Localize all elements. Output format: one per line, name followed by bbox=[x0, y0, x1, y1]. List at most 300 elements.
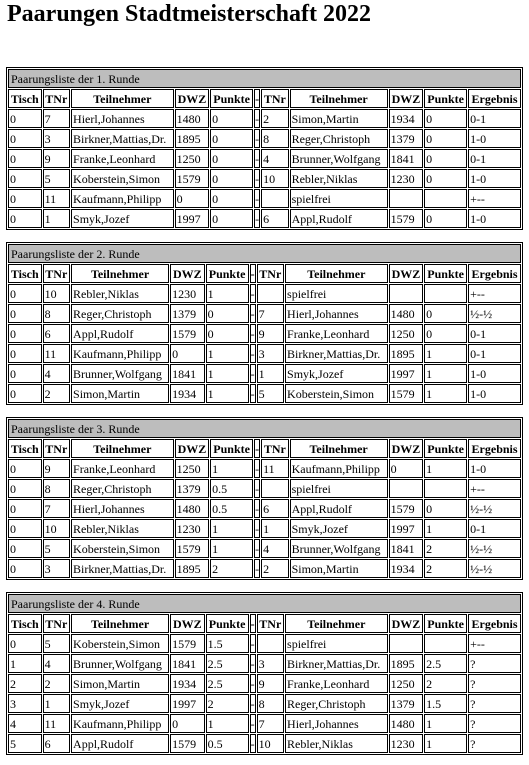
table-row bbox=[8, 129, 521, 148]
header-tisch: Tisch bbox=[8, 614, 42, 633]
table-row bbox=[8, 384, 521, 403]
header-tnr-black: TNr bbox=[257, 614, 284, 633]
cell-separator: - bbox=[250, 714, 256, 733]
cell-dwz-black: 0 bbox=[389, 459, 424, 478]
cell-dwz-black: 1579 bbox=[389, 209, 424, 228]
header-tnr-black: TNr bbox=[261, 439, 288, 458]
table-row bbox=[8, 284, 521, 303]
cell-dwz-white: 0 bbox=[170, 714, 205, 733]
cell-tisch: 0 bbox=[8, 634, 42, 653]
cell-player-white: Appl,Rudolf bbox=[71, 734, 169, 753]
header-tnr-white: TNr bbox=[43, 264, 70, 283]
cell-player-white: Kaufmann,Philipp bbox=[71, 189, 174, 208]
cell-tnr-black: 7 bbox=[257, 304, 284, 323]
cell-tnr-black bbox=[257, 634, 284, 653]
header-tnr-white: TNr bbox=[43, 89, 70, 108]
cell-tnr-black: 5 bbox=[257, 384, 284, 403]
caption-row bbox=[8, 69, 521, 88]
cell-player-white: Smyk,Jozef bbox=[71, 209, 174, 228]
cell-tisch: 0 bbox=[8, 304, 42, 323]
cell-player-white: Appl,Rudolf bbox=[71, 324, 169, 343]
cell-player-black: Brunner,Wolfgang bbox=[290, 539, 388, 558]
header-result: Ergebnis bbox=[468, 264, 521, 283]
cell-dwz-black bbox=[389, 634, 424, 653]
header-dwz-white: DWZ bbox=[175, 89, 210, 108]
cell-dwz-black: 1997 bbox=[389, 364, 424, 383]
cell-player-white: Brunner,Wolfgang bbox=[71, 364, 169, 383]
cell-dwz-white: 1841 bbox=[170, 364, 205, 383]
header-result: Ergebnis bbox=[468, 89, 521, 108]
cell-player-white: Simon,Martin bbox=[71, 384, 169, 403]
cell-dwz-black bbox=[389, 284, 424, 303]
cell-tnr-white: 9 bbox=[43, 149, 70, 168]
cell-points-black: 1 bbox=[424, 459, 467, 478]
cell-dwz-white: 1934 bbox=[170, 384, 205, 403]
cell-tnr-white: 3 bbox=[43, 129, 70, 148]
cell-dwz-white: 1230 bbox=[175, 519, 210, 538]
header-player-white: Teilnehmer bbox=[71, 614, 169, 633]
cell-dwz-white: 1579 bbox=[170, 734, 205, 753]
cell-points-white: 0 bbox=[210, 189, 253, 208]
cell-tnr-black: 4 bbox=[261, 539, 288, 558]
cell-tisch: 0 bbox=[8, 149, 42, 168]
round-4-section bbox=[6, 592, 523, 755]
cell-player-black: Franke,Leonhard bbox=[285, 324, 388, 343]
cell-player-white: Franke,Leonhard bbox=[71, 459, 174, 478]
cell-player-black: spielfrei bbox=[285, 634, 388, 653]
cell-points-black: 0 bbox=[424, 109, 467, 128]
cell-points-white: 1 bbox=[210, 519, 253, 538]
cell-player-black: spielfrei bbox=[290, 189, 388, 208]
cell-player-black: Hierl,Johannes bbox=[285, 304, 388, 323]
cell-dwz-black: 1379 bbox=[389, 694, 424, 713]
header-player-white: Teilnehmer bbox=[71, 439, 174, 458]
cell-separator: - bbox=[250, 284, 256, 303]
cell-dwz-black: 1480 bbox=[389, 304, 424, 323]
round-caption: Paarungsliste der 1. Runde bbox=[8, 69, 521, 88]
cell-dwz-white: 1579 bbox=[175, 539, 210, 558]
cell-result: 0-1 bbox=[468, 149, 521, 168]
table-row bbox=[8, 324, 521, 343]
header-dwz-black: DWZ bbox=[389, 614, 424, 633]
cell-separator: - bbox=[254, 519, 260, 538]
cell-player-black: Birkner,Mattias,Dr. bbox=[285, 344, 388, 363]
table-row bbox=[8, 479, 521, 498]
header-tnr-white: TNr bbox=[43, 439, 70, 458]
cell-player-white: Smyk,Jozef bbox=[71, 694, 169, 713]
cell-dwz-white: 1250 bbox=[175, 149, 210, 168]
header-dwz-black: DWZ bbox=[389, 89, 424, 108]
header-player-white: Teilnehmer bbox=[71, 89, 174, 108]
cell-points-black: 2 bbox=[424, 539, 467, 558]
table-row bbox=[8, 364, 521, 383]
cell-points-white: 0 bbox=[210, 209, 253, 228]
header-row bbox=[8, 614, 521, 633]
cell-points-white: 2 bbox=[210, 559, 253, 578]
header-player-black: Teilnehmer bbox=[290, 89, 388, 108]
cell-points-white: 0 bbox=[206, 304, 249, 323]
table-row bbox=[8, 169, 521, 188]
cell-points-white: 2.5 bbox=[206, 654, 249, 673]
cell-tnr-black: 3 bbox=[257, 344, 284, 363]
cell-points-black: 2 bbox=[424, 559, 467, 578]
cell-player-white: Reger,Christoph bbox=[71, 479, 174, 498]
cell-points-white: 1 bbox=[206, 384, 249, 403]
cell-points-black bbox=[424, 189, 467, 208]
round-2-section bbox=[6, 242, 523, 405]
header-tisch: Tisch bbox=[8, 89, 42, 108]
cell-tnr-white: 5 bbox=[43, 539, 70, 558]
cell-points-black: 0 bbox=[424, 499, 467, 518]
cell-dwz-black: 1934 bbox=[389, 559, 424, 578]
cell-player-white: Simon,Martin bbox=[71, 674, 169, 693]
cell-tisch: 0 bbox=[8, 384, 42, 403]
cell-separator: - bbox=[250, 734, 256, 753]
header-player-black: Teilnehmer bbox=[285, 264, 388, 283]
cell-separator: - bbox=[250, 654, 256, 673]
cell-dwz-black: 1895 bbox=[389, 344, 424, 363]
cell-tisch: 2 bbox=[8, 674, 42, 693]
cell-tisch: 0 bbox=[8, 284, 42, 303]
cell-result: ? bbox=[468, 674, 521, 693]
cell-result: ½-½ bbox=[468, 539, 521, 558]
cell-tnr-white: 11 bbox=[43, 189, 70, 208]
cell-result: +-- bbox=[468, 479, 521, 498]
cell-tnr-black: 9 bbox=[257, 324, 284, 343]
cell-points-white: 0 bbox=[210, 109, 253, 128]
cell-dwz-white: 1997 bbox=[170, 694, 205, 713]
cell-dwz-white: 1379 bbox=[175, 479, 210, 498]
cell-tnr-black bbox=[261, 479, 288, 498]
cell-player-white: Reger,Christoph bbox=[71, 304, 169, 323]
cell-dwz-white: 1934 bbox=[170, 674, 205, 693]
cell-player-white: Rebler,Niklas bbox=[71, 519, 174, 538]
cell-result: ½-½ bbox=[468, 304, 521, 323]
cell-tisch: 0 bbox=[8, 189, 42, 208]
table-row bbox=[8, 499, 521, 518]
cell-result: 1-0 bbox=[468, 384, 521, 403]
header-dwz-black: DWZ bbox=[389, 439, 424, 458]
cell-tnr-black: 7 bbox=[257, 714, 284, 733]
cell-points-black bbox=[424, 634, 467, 653]
cell-dwz-black: 1895 bbox=[389, 654, 424, 673]
cell-dwz-white: 1480 bbox=[175, 499, 210, 518]
round-caption: Paarungsliste der 3. Runde bbox=[8, 419, 521, 438]
cell-tnr-white: 8 bbox=[43, 479, 70, 498]
table-row bbox=[8, 634, 521, 653]
cell-dwz-white: 1250 bbox=[175, 459, 210, 478]
cell-player-black: Koberstein,Simon bbox=[285, 384, 388, 403]
cell-result: ? bbox=[468, 734, 521, 753]
table-row bbox=[8, 459, 521, 478]
cell-tnr-black: 8 bbox=[257, 694, 284, 713]
cell-result: +-- bbox=[468, 284, 521, 303]
header-dwz-black: DWZ bbox=[389, 264, 424, 283]
cell-result: +-- bbox=[468, 634, 521, 653]
cell-dwz-black bbox=[389, 479, 424, 498]
header-tisch: Tisch bbox=[8, 439, 42, 458]
cell-tnr-black: 2 bbox=[261, 559, 288, 578]
cell-tnr-black: 9 bbox=[257, 674, 284, 693]
cell-tisch: 0 bbox=[8, 479, 42, 498]
cell-separator: - bbox=[250, 324, 256, 343]
cell-dwz-black bbox=[389, 189, 424, 208]
cell-dwz-white: 1895 bbox=[175, 129, 210, 148]
cell-points-white: 1 bbox=[210, 539, 253, 558]
header-points-black: Punkte bbox=[424, 89, 467, 108]
cell-separator: - bbox=[250, 694, 256, 713]
cell-points-white: 1 bbox=[206, 364, 249, 383]
cell-points-white: 0.5 bbox=[210, 479, 253, 498]
cell-tnr-white: 2 bbox=[43, 384, 70, 403]
pairing-table bbox=[6, 417, 523, 580]
cell-separator: - bbox=[254, 459, 260, 478]
header-points-black: Punkte bbox=[424, 614, 467, 633]
table-row bbox=[8, 694, 521, 713]
header-player-black: Teilnehmer bbox=[285, 614, 388, 633]
cell-separator: - bbox=[254, 479, 260, 498]
cell-tisch: 0 bbox=[8, 364, 42, 383]
header-result: Ergebnis bbox=[468, 439, 521, 458]
cell-result: 1-0 bbox=[468, 209, 521, 228]
cell-points-black: 0 bbox=[424, 169, 467, 188]
cell-dwz-white: 1997 bbox=[175, 209, 210, 228]
cell-player-white: Koberstein,Simon bbox=[71, 539, 174, 558]
cell-points-black: 0 bbox=[424, 129, 467, 148]
cell-tisch: 0 bbox=[8, 539, 42, 558]
cell-player-black: Rebler,Niklas bbox=[285, 734, 388, 753]
cell-result: 1-0 bbox=[468, 459, 521, 478]
cell-result: 1-0 bbox=[468, 364, 521, 383]
cell-points-white: 2.5 bbox=[206, 674, 249, 693]
cell-player-black: Smyk,Jozef bbox=[285, 364, 388, 383]
cell-dwz-black: 1841 bbox=[389, 539, 424, 558]
cell-points-black: 2 bbox=[424, 674, 467, 693]
cell-points-black: 1 bbox=[424, 364, 467, 383]
cell-points-black: 1 bbox=[424, 714, 467, 733]
cell-player-black: Reger,Christoph bbox=[285, 694, 388, 713]
cell-points-white: 1 bbox=[206, 714, 249, 733]
cell-points-white: 0 bbox=[206, 324, 249, 343]
cell-player-white: Brunner,Wolfgang bbox=[71, 654, 169, 673]
cell-tnr-white: 11 bbox=[43, 714, 70, 733]
cell-dwz-black: 1250 bbox=[389, 674, 424, 693]
cell-tisch: 0 bbox=[8, 519, 42, 538]
header-points-white: Punkte bbox=[210, 439, 253, 458]
cell-dwz-black: 1230 bbox=[389, 734, 424, 753]
cell-tnr-white: 3 bbox=[43, 559, 70, 578]
cell-tnr-white: 6 bbox=[43, 324, 70, 343]
cell-tnr-white: 5 bbox=[43, 634, 70, 653]
round-3-section bbox=[6, 417, 523, 580]
cell-tisch: 0 bbox=[8, 324, 42, 343]
cell-dwz-black: 1379 bbox=[389, 129, 424, 148]
cell-separator: - bbox=[250, 304, 256, 323]
cell-points-black bbox=[424, 479, 467, 498]
cell-tnr-black: 1 bbox=[257, 364, 284, 383]
cell-separator: - bbox=[254, 109, 260, 128]
cell-tisch: 5 bbox=[8, 734, 42, 753]
cell-tisch: 4 bbox=[8, 714, 42, 733]
table-row bbox=[8, 149, 521, 168]
table-row bbox=[8, 714, 521, 733]
cell-tnr-white: 1 bbox=[43, 209, 70, 228]
cell-tisch: 0 bbox=[8, 129, 42, 148]
table-row bbox=[8, 109, 521, 128]
cell-dwz-black: 1934 bbox=[389, 109, 424, 128]
cell-tisch: 0 bbox=[8, 459, 42, 478]
cell-dwz-black: 1480 bbox=[389, 714, 424, 733]
header-player-black: Teilnehmer bbox=[290, 439, 388, 458]
cell-player-black: Hierl,Johannes bbox=[285, 714, 388, 733]
header-result: Ergebnis bbox=[468, 614, 521, 633]
cell-dwz-white: 1379 bbox=[170, 304, 205, 323]
cell-dwz-black: 1997 bbox=[389, 519, 424, 538]
cell-separator: - bbox=[254, 559, 260, 578]
cell-points-black: 1 bbox=[424, 519, 467, 538]
cell-dwz-white: 1579 bbox=[170, 324, 205, 343]
cell-separator: - bbox=[250, 384, 256, 403]
table-row bbox=[8, 304, 521, 323]
cell-tnr-white: 8 bbox=[43, 304, 70, 323]
cell-dwz-white: 1895 bbox=[175, 559, 210, 578]
cell-tnr-black: 6 bbox=[261, 209, 288, 228]
cell-dwz-black: 1841 bbox=[389, 149, 424, 168]
cell-points-black: 1 bbox=[424, 734, 467, 753]
cell-result: 1-0 bbox=[468, 129, 521, 148]
cell-tisch: 0 bbox=[8, 209, 42, 228]
cell-points-white: 1 bbox=[206, 344, 249, 363]
table-row bbox=[8, 539, 521, 558]
cell-separator: - bbox=[250, 634, 256, 653]
cell-points-black: 0 bbox=[424, 304, 467, 323]
cell-player-black: spielfrei bbox=[285, 284, 388, 303]
header-separator: - bbox=[250, 264, 256, 283]
cell-tnr-white: 9 bbox=[43, 459, 70, 478]
cell-player-white: Rebler,Niklas bbox=[71, 284, 169, 303]
cell-dwz-white: 0 bbox=[175, 189, 210, 208]
table-row bbox=[8, 654, 521, 673]
cell-player-black: Brunner,Wolfgang bbox=[290, 149, 388, 168]
cell-tnr-white: 5 bbox=[43, 169, 70, 188]
cell-result: +-- bbox=[468, 189, 521, 208]
header-tisch: Tisch bbox=[8, 264, 42, 283]
cell-result: 0-1 bbox=[468, 344, 521, 363]
cell-player-black: spielfrei bbox=[290, 479, 388, 498]
caption-row bbox=[8, 419, 521, 438]
cell-separator: - bbox=[250, 344, 256, 363]
cell-tnr-black: 11 bbox=[261, 459, 288, 478]
cell-player-black: Kaufmann,Philipp bbox=[290, 459, 388, 478]
header-separator: - bbox=[254, 89, 260, 108]
cell-tnr-white: 7 bbox=[43, 499, 70, 518]
caption-row bbox=[8, 594, 521, 613]
cell-player-black: Appl,Rudolf bbox=[290, 499, 388, 518]
header-points-black: Punkte bbox=[424, 264, 467, 283]
cell-separator: - bbox=[250, 674, 256, 693]
cell-player-black: Franke,Leonhard bbox=[285, 674, 388, 693]
cell-dwz-white: 1480 bbox=[175, 109, 210, 128]
cell-player-black: Smyk,Jozef bbox=[290, 519, 388, 538]
cell-points-white: 2 bbox=[206, 694, 249, 713]
cell-points-black: 0 bbox=[424, 324, 467, 343]
header-tnr-white: TNr bbox=[43, 614, 70, 633]
cell-tisch: 0 bbox=[8, 499, 42, 518]
cell-dwz-white: 0 bbox=[170, 344, 205, 363]
header-tnr-black: TNr bbox=[261, 89, 288, 108]
cell-points-black: 1 bbox=[424, 384, 467, 403]
cell-points-white: 0 bbox=[210, 149, 253, 168]
table-row bbox=[8, 559, 521, 578]
round-caption: Paarungsliste der 2. Runde bbox=[8, 244, 521, 263]
cell-tisch: 1 bbox=[8, 654, 42, 673]
pairing-table bbox=[6, 242, 523, 405]
table-row bbox=[8, 209, 521, 228]
cell-dwz-black: 1579 bbox=[389, 499, 424, 518]
cell-tnr-black: 10 bbox=[261, 169, 288, 188]
header-tnr-black: TNr bbox=[257, 264, 284, 283]
cell-tnr-black: 8 bbox=[261, 129, 288, 148]
cell-tisch: 0 bbox=[8, 559, 42, 578]
cell-result: 1-0 bbox=[468, 169, 521, 188]
cell-separator: - bbox=[250, 364, 256, 383]
cell-tnr-black: 3 bbox=[257, 654, 284, 673]
cell-separator: - bbox=[254, 149, 260, 168]
cell-tisch: 3 bbox=[8, 694, 42, 713]
cell-player-white: Koberstein,Simon bbox=[71, 634, 169, 653]
cell-player-white: Birkner,Mattias,Dr. bbox=[71, 129, 174, 148]
cell-tnr-black bbox=[261, 189, 288, 208]
cell-player-white: Kaufmann,Philipp bbox=[71, 714, 169, 733]
header-points-white: Punkte bbox=[206, 264, 249, 283]
cell-separator: - bbox=[254, 189, 260, 208]
cell-tnr-black: 2 bbox=[261, 109, 288, 128]
cell-tnr-white: 11 bbox=[43, 344, 70, 363]
pairing-table bbox=[6, 67, 523, 230]
header-dwz-white: DWZ bbox=[170, 614, 205, 633]
table-row bbox=[8, 674, 521, 693]
cell-points-black: 1.5 bbox=[424, 694, 467, 713]
cell-points-black: 2.5 bbox=[424, 654, 467, 673]
cell-points-black bbox=[424, 284, 467, 303]
cell-points-black: 0 bbox=[424, 149, 467, 168]
pairing-table bbox=[6, 592, 523, 755]
cell-player-white: Hierl,Johannes bbox=[71, 109, 174, 128]
cell-result: ? bbox=[468, 714, 521, 733]
cell-player-white: Hierl,Johannes bbox=[71, 499, 174, 518]
cell-separator: - bbox=[254, 499, 260, 518]
cell-points-white: 0.5 bbox=[206, 734, 249, 753]
cell-player-black: Simon,Martin bbox=[290, 559, 388, 578]
cell-player-white: Franke,Leonhard bbox=[71, 149, 174, 168]
cell-player-black: Reger,Christoph bbox=[290, 129, 388, 148]
header-dwz-white: DWZ bbox=[175, 439, 210, 458]
cell-result: ? bbox=[468, 694, 521, 713]
header-row bbox=[8, 264, 521, 283]
cell-tisch: 0 bbox=[8, 169, 42, 188]
caption-row bbox=[8, 244, 521, 263]
cell-player-black: Birkner,Mattias,Dr. bbox=[285, 654, 388, 673]
cell-points-white: 0 bbox=[210, 169, 253, 188]
table-row bbox=[8, 344, 521, 363]
cell-result: ½-½ bbox=[468, 559, 521, 578]
cell-points-white: 0.5 bbox=[210, 499, 253, 518]
cell-dwz-white: 1230 bbox=[170, 284, 205, 303]
cell-dwz-white: 1579 bbox=[175, 169, 210, 188]
cell-result: 0-1 bbox=[468, 109, 521, 128]
cell-points-white: 1 bbox=[206, 284, 249, 303]
cell-separator: - bbox=[254, 169, 260, 188]
